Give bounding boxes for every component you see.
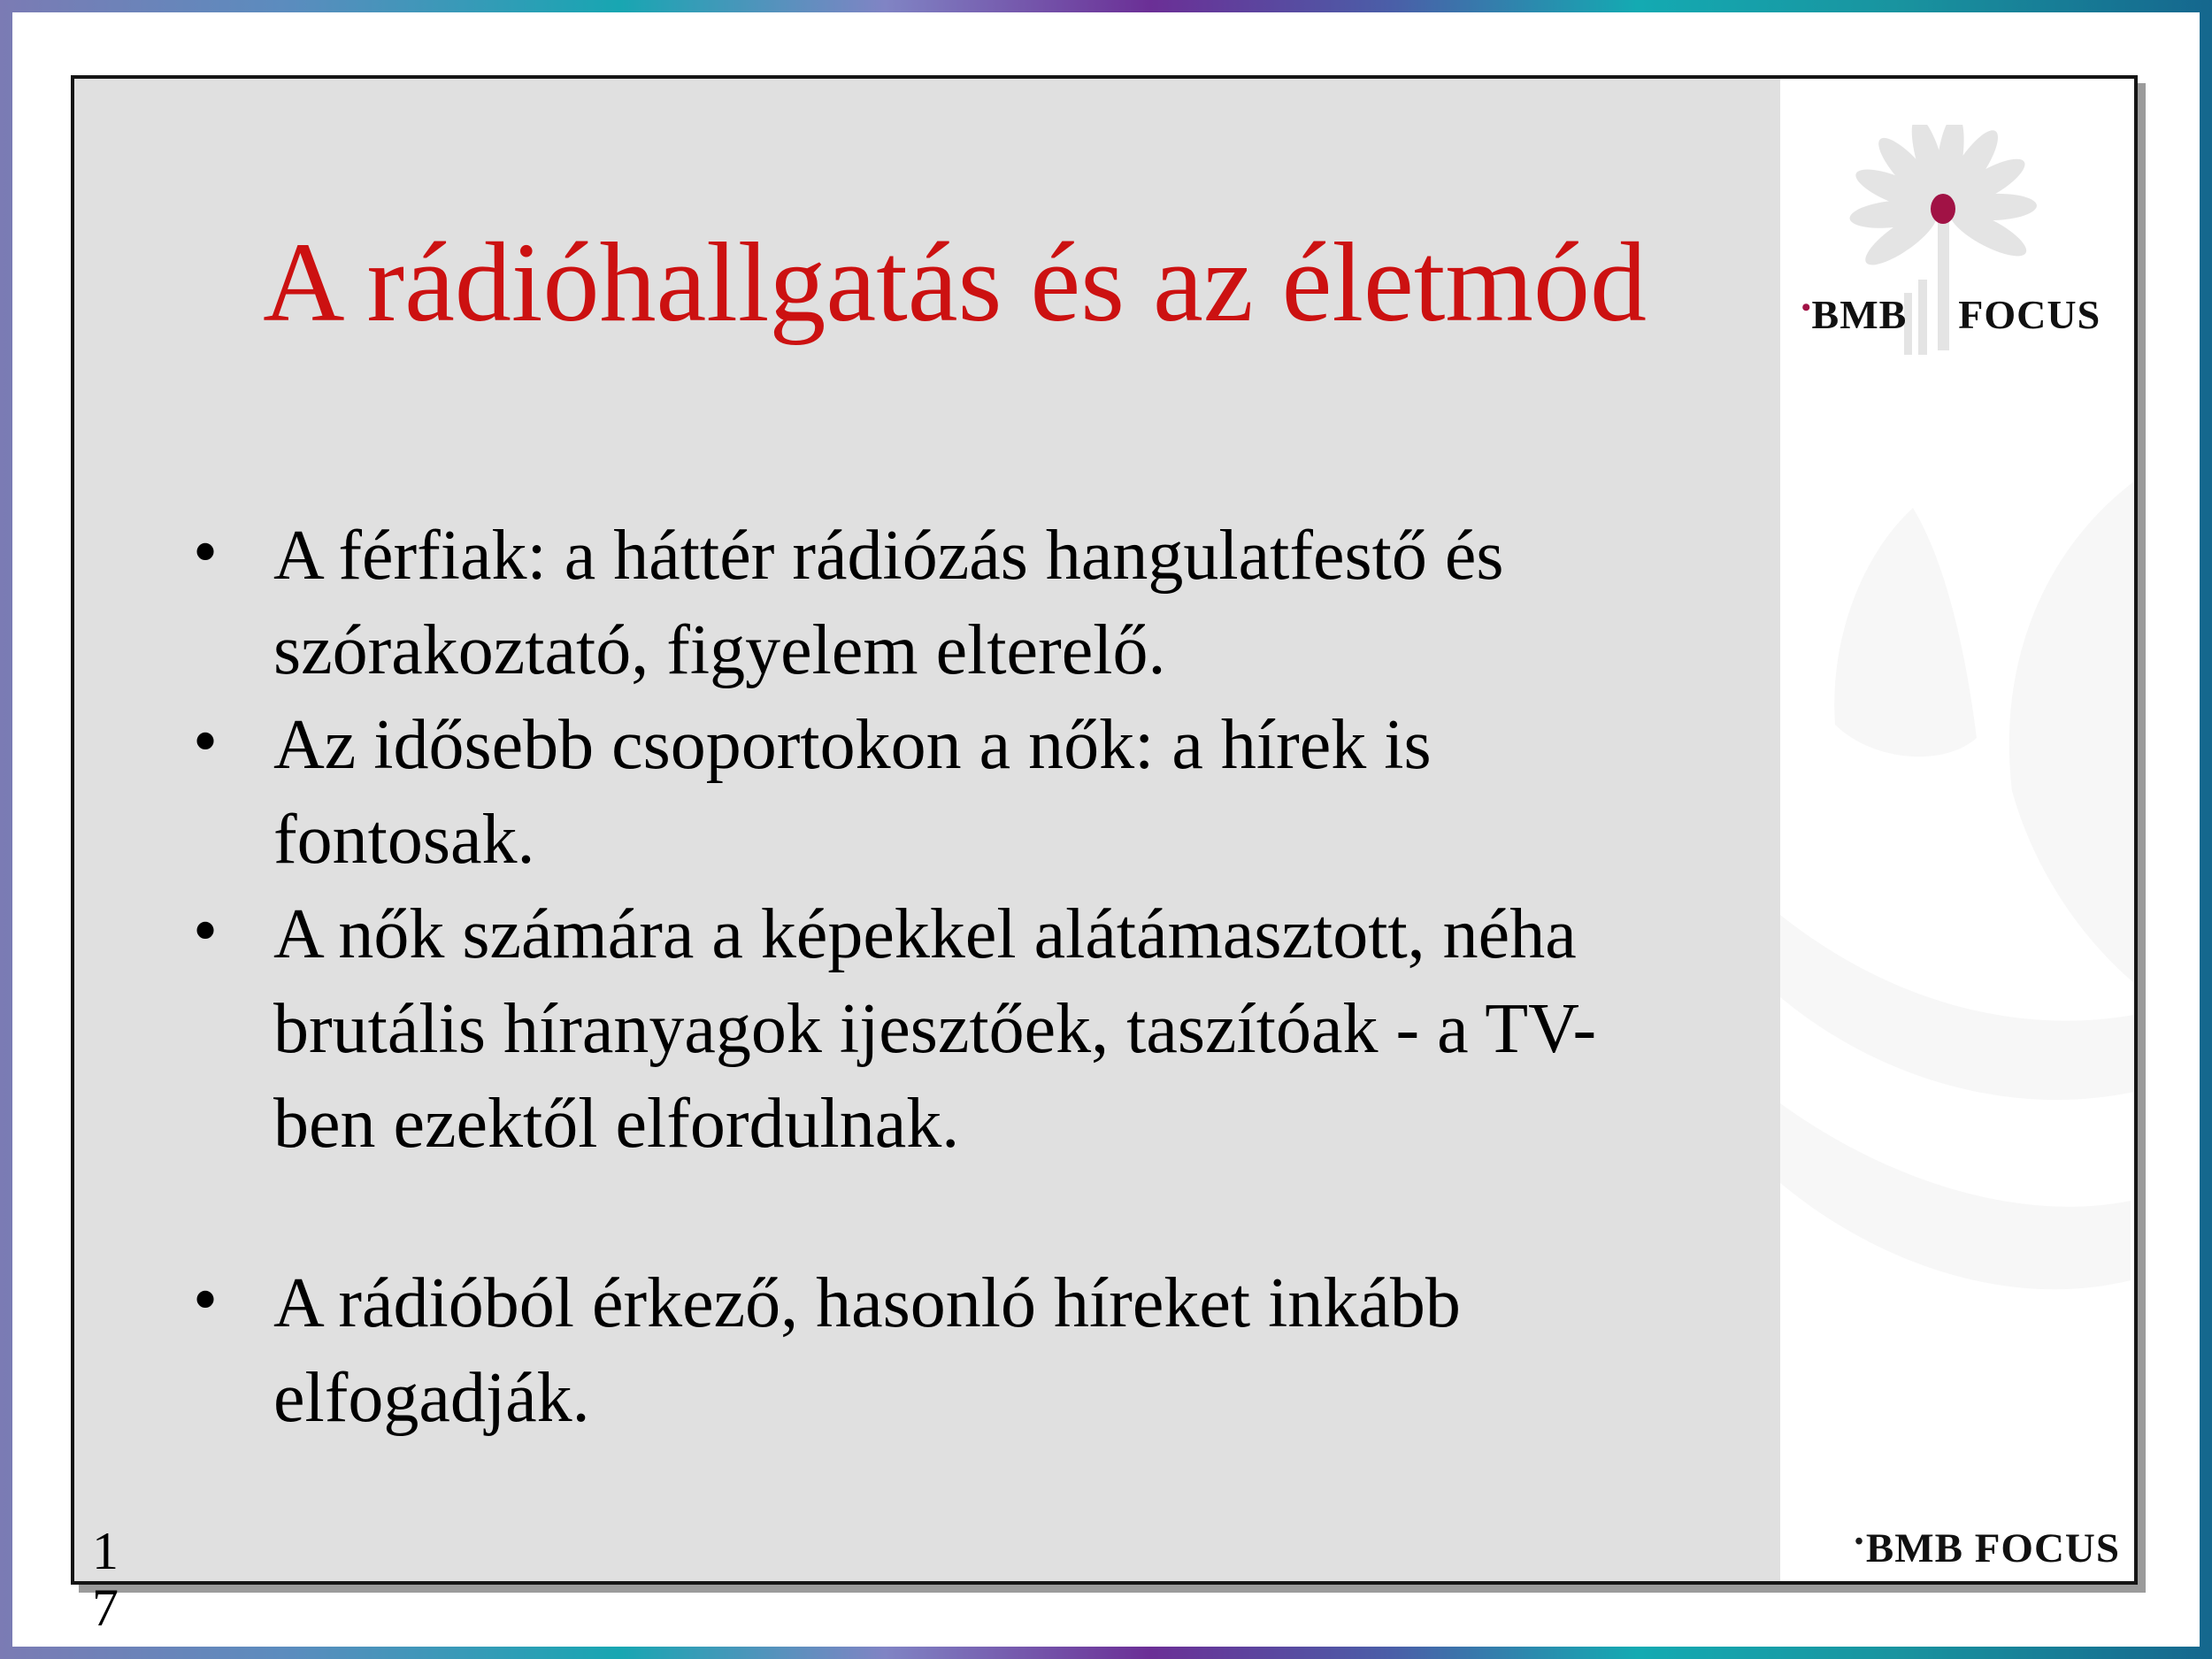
bullet-item [189,1256,1658,1446]
watermark-swoosh-graphic [1780,433,2134,1450]
bullet-marker: • [193,892,219,970]
logo-focus-text: FOCUS [1958,292,2101,337]
bullet-text: A nők számára a képekkel alátámasztott, néha brutális híranyagok ijesztőek, taszítóak - a TV-ben ezektől elfordulnak. [273,895,1597,1163]
slide-title: A rádióhallgatás és az életmód [263,219,1647,345]
page-number [92,1523,119,1636]
logo-dot-icon [1931,194,1955,224]
bullet-text: A férfiak: a háttér rádiózás hangulatfestő és szórakoztató, figyelem elterelő. [273,517,1504,689]
bullet-item [189,698,1658,887]
logo-bmb-text: BMB [1811,292,1908,337]
bullet-item [189,887,1658,1171]
bullet-item [189,509,1658,698]
bullet-marker: • [193,703,219,780]
bullet-marker: • [193,1261,219,1339]
bullet-text: A rádióból érkező, hasonló híreket inkább elfogadják. [273,1264,1461,1437]
bullet-list [189,509,1658,1446]
page-number-line2: 7 [92,1578,119,1637]
footer-logo [1855,1525,2120,1572]
bullet-marker: • [193,513,219,591]
footer-logo-bullet-icon: • [1855,1528,1864,1555]
slide [71,75,2138,1637]
bmb-focus-logo-text [1780,291,2134,338]
bullet-text: Az idősebb csoportokon a nők: a hírek is fontosak. [273,706,1432,879]
page-number-line1: 1 [92,1522,119,1580]
logo-bullet-icon: • [1801,293,1812,322]
footer-logo-text: BMB FOCUS [1865,1525,2120,1571]
right-panel [1780,79,2134,1581]
